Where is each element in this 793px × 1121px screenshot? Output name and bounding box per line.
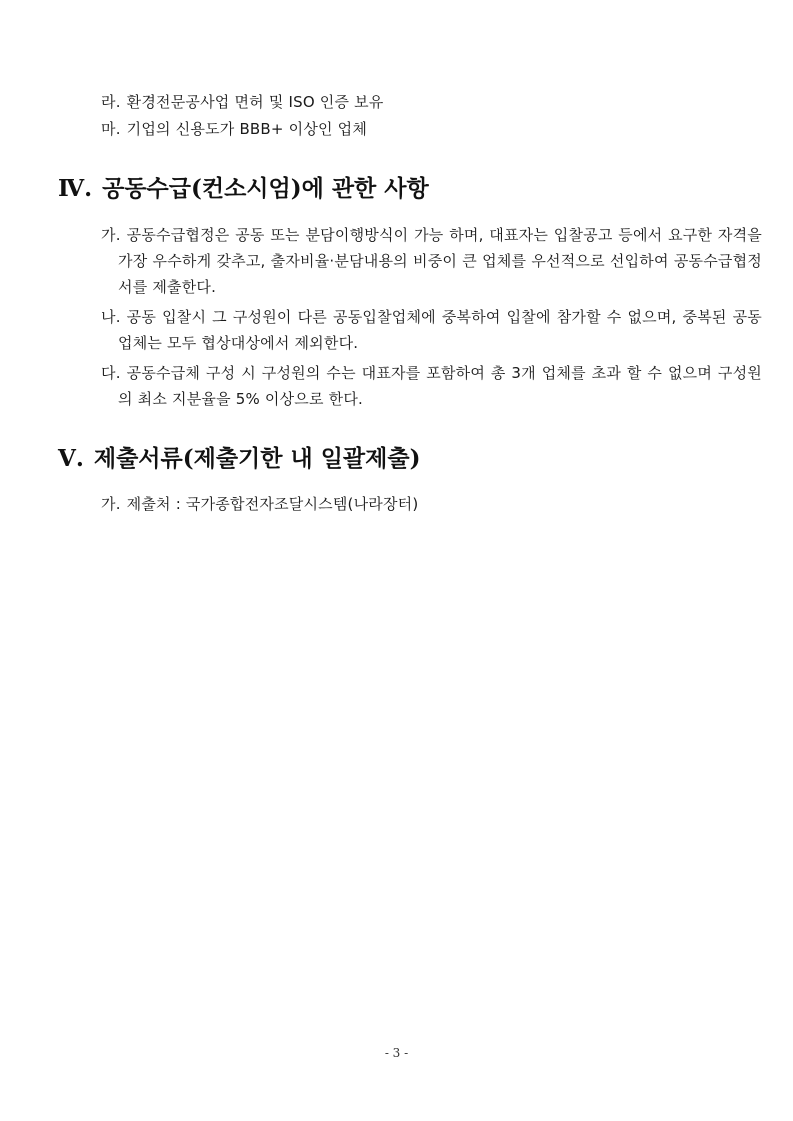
list-item: [101, 304, 762, 356]
list-marker: 라.: [101, 93, 121, 111]
section-title: 제출서류(제출기한 내 일괄제출): [93, 445, 421, 472]
list-item-text: 기업의 신용도가 BBB+ 이상인 업체: [126, 120, 368, 138]
list-marker: 가.: [101, 495, 121, 513]
list-marker: 가.: [101, 226, 121, 244]
list-item: [101, 360, 762, 412]
list-item: [101, 491, 418, 517]
section-title: 공동수급(컨소시엄)에 관한 사항: [102, 175, 429, 202]
list-marker: 다.: [101, 364, 121, 382]
list-item: [101, 89, 384, 115]
page-number: - 3 -: [384, 1046, 409, 1060]
section-number: Ⅳ.: [58, 175, 93, 202]
list-item-text: 공동수급협정은 공동 또는 분담이행방식이 가능 하며, 대표자는 입찰공고 등에서 요구한 자격을 가장 우수하게 갖추고, 출자비율·분담내용의 비중이 큰 업체를 우선적으로 선입하여 공동수급협정서를 제출한다.: [118, 226, 762, 296]
section-number: Ⅴ.: [58, 445, 84, 472]
list-marker: 마.: [101, 120, 121, 138]
list-marker: 나.: [101, 308, 121, 326]
section-heading: [58, 444, 420, 474]
list-item: [101, 222, 762, 300]
list-item-text: 환경전문공사업 면허 및 ISO 인증 보유: [126, 93, 384, 111]
list-item-text: 제출처 : 국가종합전자조달시스템(나라장터): [126, 495, 419, 513]
list-item: [101, 116, 367, 142]
list-item-text: 공동수급체 구성 시 구성원의 수는 대표자를 포함하여 총 3개 업체를 초과 할 수 없으며 구성원의 최소 지분율을 5% 이상으로 한다.: [118, 364, 762, 408]
list-item-text: 공동 입찰시 그 구성원이 다른 공동입찰업체에 중복하여 입찰에 참가할 수 없으며, 중복된 공동업체는 모두 협상대상에서 제외한다.: [118, 308, 762, 352]
section-heading: [58, 174, 429, 204]
